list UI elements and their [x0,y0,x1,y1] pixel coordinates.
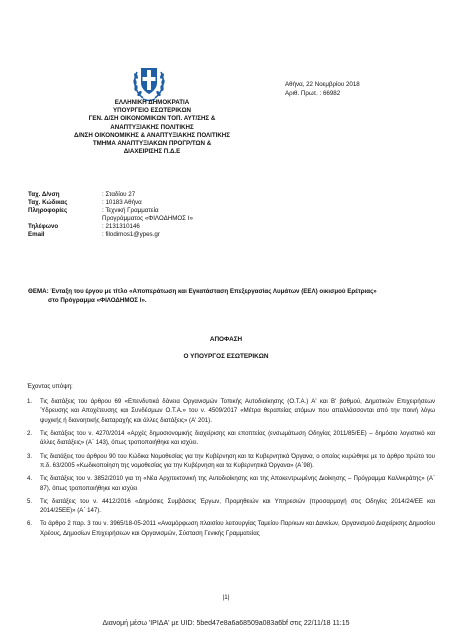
greek-emblem-icon [131,64,167,102]
contact-label: Ταχ. Δ/νση [28,191,60,198]
contact-label: Πληροφορίες [28,206,68,214]
item-text: Τις διατάξεις του ν. 4412/2016 «Δημόσιες Συμβάσεις Έργων, Προμηθειών και Υπηρεσιών (προσαρμογή στις Οδηγίες 2014/24/ΕΕ και 2014/25ΕΕ)» (Α΄ 147). [40,497,435,515]
item-text: Το άρθρο 2 παρ. 3 του ν. 3965/18-05-2011 «Αναμόρφωση πλαισίου λειτουργίας Ταμείου Παρ/κων και Δανείων, Οργανισμού Διαχείρισης Δημοσίου Χρέους, Δημοσίων Επιχειρήσεων και Οργανισμών, Σύσταση Γενικής Γραμματείας [40,520,435,537]
list-item [27,397,435,425]
item-number: 2. [27,430,33,438]
contact-row [28,215,193,223]
contact-label: Τηλέφωνο [28,222,59,230]
ministry-heading [40,99,264,156]
date-block [285,80,360,98]
contact-row [28,207,193,215]
item-number: 1. [27,398,33,405]
decision-subtitle: Ο ΥΠΟΥΡΓΟΣ ΕΣΩΤΕΡΙΚΩΝ [183,353,269,360]
item-number: 6. [27,520,33,528]
ministry-line: ΑΝΑΠΤΥΞΙΑΚΗΣ ΠΟΛΙΤΙΚΗΣ [110,123,194,131]
contact-details [28,191,193,238]
list-item [27,429,435,448]
list-item [27,497,435,516]
contact-row [28,223,193,231]
item-number: 5. [27,497,33,505]
contact-value: Προγράμματος «ΦΙΛΟΔΗΜΟΣ Ι» [102,214,193,222]
ministry-line: ΔΙΑΧΕΙΡΙΣΗΣ Π.Δ.Ε [123,148,181,156]
list-item [27,519,435,538]
item-text: Τις διατάξεις του ν. 4270/2014 «Αρχές δημοσιονομικής διαχείρισης και εποπτείας (ενσωμάτωση Οδηγίας 2011/85/ΕΕ) – δημόσιο λογιστικό και άλλες διατάξεις» (Α΄ 143), όπως τροποποιήθηκε και ισχύει. [40,430,435,447]
distribution-footer: Διανομή μέσω 'ΙΡΙΔΑ' με UID: 5bed47e8a6a68509a083a6bf στις 22/11/18 11:15 [102,620,350,627]
contact-label: Email [28,230,45,238]
subject-line: ΘΕΜΑ: Ένταξη του έργου με τίτλο «Αποπεράτωση και Εγκατάσταση Επεξεργασίας Λυμάτων (ΕΕΛ) οικισμού Ερέτριας» [28,288,377,295]
list-item [27,474,435,493]
contact-row [28,199,193,207]
item-text: Τις διατάξεις του ν. 3852/2010 για τη «Νέα Αρχιτεκτονική της Αυτοδιοίκησης και της Αποκεντρωμένης Διοίκησης – Πρόγραμμα Καλλικράτης» (Α΄ 87), όπως τροποποιήθηκε και ισχύει [40,475,435,492]
intro-text: Έχοντας υπόψη: [27,383,73,390]
ministry-line: ΤΜΗΜΑ ΑΝΑΠΤΥΞΙΑΚΩΝ ΠΡΟΓΡ/ΤΩΝ & [92,140,212,148]
item-number: 4. [27,475,33,483]
ministry-line: ΥΠΟΥΡΓΕΙΟ ΕΣΩΤΕΡΙΚΩΝ [112,107,192,115]
ministry-line: ΓΕΝ. Δ/ΣΗ ΟΙΚΟΝΟΜΙΚΩΝ ΤΟΠ. ΑΥΤ/ΣΗΣ & [88,115,216,123]
item-text: Τις διατάξεις του άρθρου 90 του Κώδικα Νομοθεσίας για την Κυβέρνηση και τα Κυβερνητικά Όργανα, ο οποίος κυρώθηκε με το άρθρο πρώτο του π.δ. 63/2005 «Κωδικοποίηση της νομοθεσίας για την Κυβέρνηση και τα Κυβερνητικά Όργανα» (Α΄98). [40,452,435,470]
ministry-line: Δ/ΝΣΗ ΟΙΚΟΝΟΜΙΚΗΣ & ΑΝΑΠΤΥΞΙΑΚΗΣ ΠΟΛΙΤΙΚΗΣ [74,131,230,139]
item-text: Τις διατάξεις του άρθρου 69 «Επενδυτικά δάνεια Οργανισμών Τοπικής Αυτοδιοίκησης (Ο.Τ.Α.) Α' και Β' βαθμού, Δημοτικών Επιχειρήσεων Ύδρευσης και Αποχέτευσης και Συνδέσμων Ο.Τ.Α.» του ν. 4509/2017 «Μέτρα θεραπείας ατόμων που απαλλάσσονται από την ποινή λόγω ψυχικής ή διανοητικής διαταραχής και άλλες διατάξεις» (Α' 201). [40,398,435,424]
subject-block [28,287,428,305]
subject-line: στο Πρόγραμμα «ΦΙΛΟΔΗΜΟΣ Ι». [48,297,147,304]
contact-value: : Σταδίου 27 [102,191,136,198]
contact-value: : 2131310146 [102,222,140,230]
protocol-number: Αριθ. Πρωτ. : 66982 [285,90,341,97]
contact-label [28,215,102,223]
list-item [27,452,435,471]
document-date: Αθήνα, 22 Νοεμβρίου 2018 [285,81,360,88]
decision-title: ΑΠΟΦΑΣΗ [209,336,243,343]
page-number: |1| [222,594,230,601]
contact-email[interactable]: : filodimos1@ypes.gr [102,230,160,238]
item-number: 3. [27,452,33,460]
contact-row [28,231,193,239]
ministry-line: ΕΛΛΗΝΙΚΗ ΔΗΜΟΚΡΑΤΙΑ [114,99,190,106]
contact-label: Ταχ. Κώδικας [28,198,68,206]
contact-value: : Τεχνική Γραμματεία [102,206,159,214]
contact-row [28,191,193,199]
considerations-list [27,397,435,542]
contact-value: : 10183 Αθήνα [102,198,142,206]
